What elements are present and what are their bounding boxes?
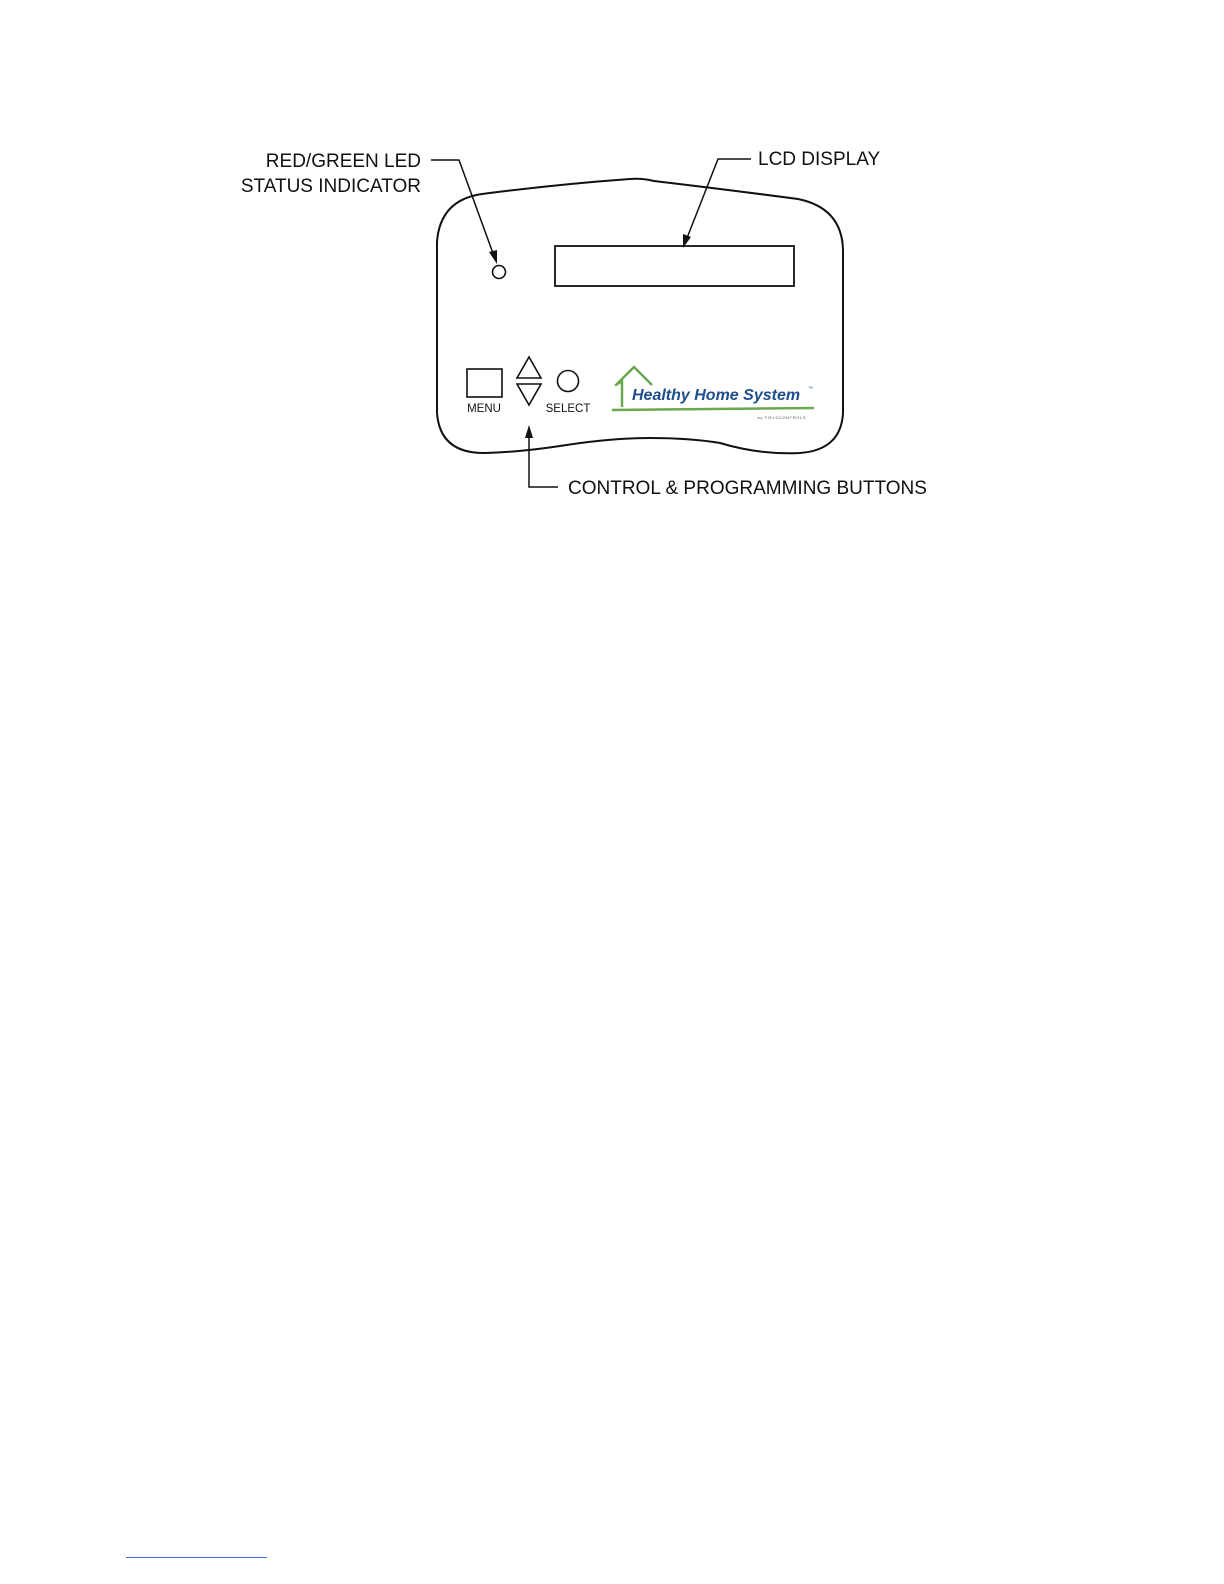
callout-buttons-leader: [529, 436, 558, 487]
logo-name: Healthy Home System: [632, 387, 801, 404]
callout-led-arrowhead: [489, 250, 497, 264]
down-triangle-icon[interactable]: [517, 384, 541, 405]
callout-led-line2: STATUS INDICATOR: [240, 176, 421, 197]
menu-square-icon[interactable]: [467, 369, 502, 397]
logo-trademark: ™: [808, 386, 813, 392]
logo-byline: by FIELDCONTROLS: [757, 415, 806, 420]
menu-button-label: MENU: [467, 403, 501, 415]
lcd-display: [555, 246, 794, 286]
logo-underline: [612, 408, 814, 410]
callout-lcd-leader: [687, 159, 751, 238]
select-circle-icon[interactable]: [558, 371, 579, 392]
up-triangle-icon[interactable]: [517, 357, 541, 378]
status-led-icon: [493, 266, 506, 279]
select-button-label: SELECT: [545, 403, 591, 415]
callout-buttons: CONTROL & PROGRAMMING BUTTONS: [568, 478, 927, 499]
healthy-home-logo: [612, 367, 814, 420]
callout-buttons-arrowhead: [525, 425, 533, 438]
footer-link-underline: [126, 1557, 267, 1558]
callout-lcd: LCD DISPLAY: [758, 149, 881, 170]
callout-led-leader: [431, 160, 494, 256]
callout-led-line1: RED/GREEN LED: [265, 151, 421, 172]
